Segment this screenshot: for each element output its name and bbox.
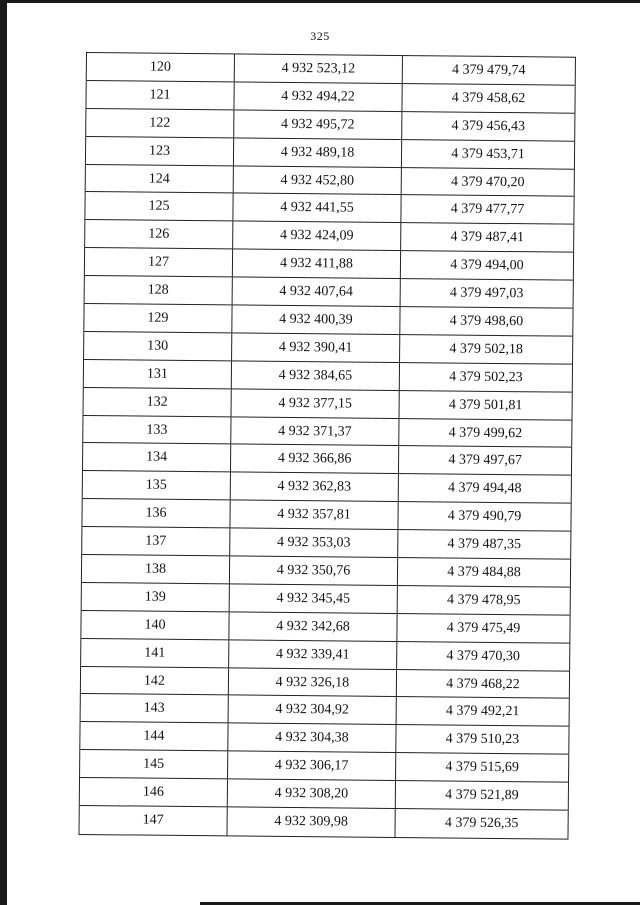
x-coordinate-cell: 4 932 306,17 — [228, 752, 396, 781]
y-coordinate-cell: 4 379 526,35 — [444, 815, 519, 832]
y-coordinate-cell: 4 379 502,23 — [449, 369, 523, 385]
y-coordinate-cell: 4 379 494,48 — [448, 480, 522, 497]
x-coordinate-cell: 4 932 345,45 — [230, 584, 398, 613]
y-coordinate-cell: 4 379 510,23 — [445, 731, 520, 748]
x-coordinate-cell: 4 932 452,80 — [234, 166, 402, 195]
coordinates-table — [78, 52, 575, 840]
x-coordinate-cell: 4 932 400,39 — [232, 305, 400, 334]
y-coordinate-cell: 4 379 477,77 — [450, 201, 525, 218]
point-number-cell: 145 — [80, 750, 228, 778]
point-number-cell: 137 — [82, 527, 230, 555]
x-coordinate-cell: 4 932 377,15 — [232, 389, 400, 418]
y-coordinate-cell: 4 379 475,49 — [446, 620, 521, 636]
y-coordinate-cell: 4 379 458,62 — [451, 90, 526, 107]
point-number-cell: 135 — [83, 471, 231, 499]
y-coordinate-cell: 4 379 521,89 — [445, 787, 519, 804]
y-coordinate-cell: 4 379 468,22 — [446, 676, 520, 692]
y-coordinate-cell: 4 379 479,74 — [452, 62, 526, 79]
point-number-cell: 127 — [85, 248, 233, 276]
point-number-cell: 124 — [86, 165, 234, 193]
point-number-cell: 122 — [86, 109, 234, 137]
point-number-cell: 129 — [84, 304, 232, 332]
point-number-cell: 132 — [84, 388, 232, 416]
x-coordinate-cell: 4 932 339,41 — [229, 640, 397, 669]
y-coordinate-cell: 4 379 478,95 — [446, 592, 521, 609]
y-coordinate-cell: 4 379 484,88 — [447, 564, 521, 581]
y-coordinate-cell: 4 379 470,20 — [450, 174, 525, 190]
point-number-cell: 128 — [85, 276, 233, 304]
x-coordinate-cell: 4 932 304,92 — [229, 696, 397, 725]
y-coordinate-cell: 4 379 453,71 — [451, 146, 525, 162]
point-number-cell: 126 — [85, 220, 233, 248]
table-row — [79, 806, 567, 839]
y-coordinate-cell: 4 379 515,69 — [445, 759, 519, 776]
x-coordinate-cell: 4 932 411,88 — [233, 250, 401, 279]
x-coordinate-cell: 4 932 357,81 — [230, 501, 398, 530]
point-number-cell: 143 — [81, 694, 229, 722]
scan-border-top — [0, 0, 640, 3]
page-number: 325 — [310, 29, 330, 43]
y-coordinate-cell: 4 379 490,79 — [447, 508, 522, 525]
x-coordinate-cell: 4 932 371,37 — [231, 417, 399, 446]
point-number-cell: 133 — [83, 416, 231, 444]
y-coordinate-cell: 4 379 494,00 — [450, 257, 524, 274]
point-number-cell: 121 — [86, 81, 234, 109]
x-coordinate-cell: 4 932 309,98 — [227, 807, 395, 837]
point-number-cell: 138 — [82, 555, 230, 583]
y-coordinate-cell: 4 379 502,18 — [449, 341, 523, 358]
x-coordinate-cell: 4 932 489,18 — [234, 138, 402, 167]
y-coordinate-cell: 4 379 499,62 — [448, 425, 523, 441]
x-coordinate-cell: 4 932 407,64 — [233, 278, 401, 307]
point-number-cell: 140 — [81, 611, 229, 639]
point-number-cell: 136 — [82, 499, 230, 527]
y-coordinate-cell: 4 379 492,21 — [445, 703, 520, 720]
y-coordinate-cell: 4 379 497,67 — [448, 452, 522, 469]
x-coordinate-cell: 4 932 424,09 — [233, 222, 401, 251]
x-coordinate-cell: 4 932 342,68 — [229, 612, 397, 641]
y-coordinate-cell: 4 379 497,03 — [449, 285, 524, 302]
point-number-cell: 139 — [82, 583, 230, 611]
x-coordinate-cell: 4 932 304,38 — [228, 724, 396, 753]
scan-border-left — [0, 0, 7, 905]
point-number-cell: 146 — [80, 778, 228, 806]
y-coordinate-cell: 4 379 487,41 — [450, 229, 525, 246]
x-coordinate-cell: 4 932 441,55 — [233, 194, 401, 223]
x-coordinate-cell: 4 932 366,86 — [231, 445, 399, 474]
y-coordinate-cell: 4 379 470,30 — [446, 648, 521, 664]
y-coordinate-cell: 4 379 487,35 — [447, 536, 522, 553]
point-number-cell: 142 — [81, 667, 229, 695]
x-coordinate-cell: 4 932 362,83 — [231, 473, 399, 502]
point-number-cell: 141 — [81, 639, 229, 667]
y-coordinate-cell: 4 379 498,60 — [449, 313, 524, 330]
point-number-cell: 130 — [84, 332, 232, 360]
x-coordinate-cell: 4 932 390,41 — [232, 333, 400, 362]
y-coordinate-cell: 4 379 501,81 — [448, 397, 523, 413]
point-number-cell: 131 — [84, 360, 232, 388]
x-coordinate-cell: 4 932 350,76 — [230, 556, 398, 585]
y-coordinate-cell: 4 379 456,43 — [451, 118, 526, 134]
x-coordinate-cell: 4 932 384,65 — [232, 361, 400, 390]
point-number-cell: 144 — [80, 722, 228, 750]
x-coordinate-cell: 4 932 494,22 — [234, 82, 402, 111]
x-coordinate-cell: 4 932 308,20 — [228, 780, 396, 809]
x-coordinate-cell: 4 932 523,12 — [235, 54, 403, 83]
x-coordinate-cell: 4 932 353,03 — [230, 529, 398, 558]
point-number-cell: 120 — [87, 53, 235, 81]
x-coordinate-cell: 4 932 495,72 — [234, 110, 402, 139]
point-number-cell: 134 — [83, 443, 231, 471]
x-coordinate-cell: 4 932 326,18 — [229, 668, 397, 697]
point-number-cell: 125 — [85, 192, 233, 220]
point-number-cell: 123 — [86, 137, 234, 165]
point-number-cell: 147 — [79, 806, 227, 835]
